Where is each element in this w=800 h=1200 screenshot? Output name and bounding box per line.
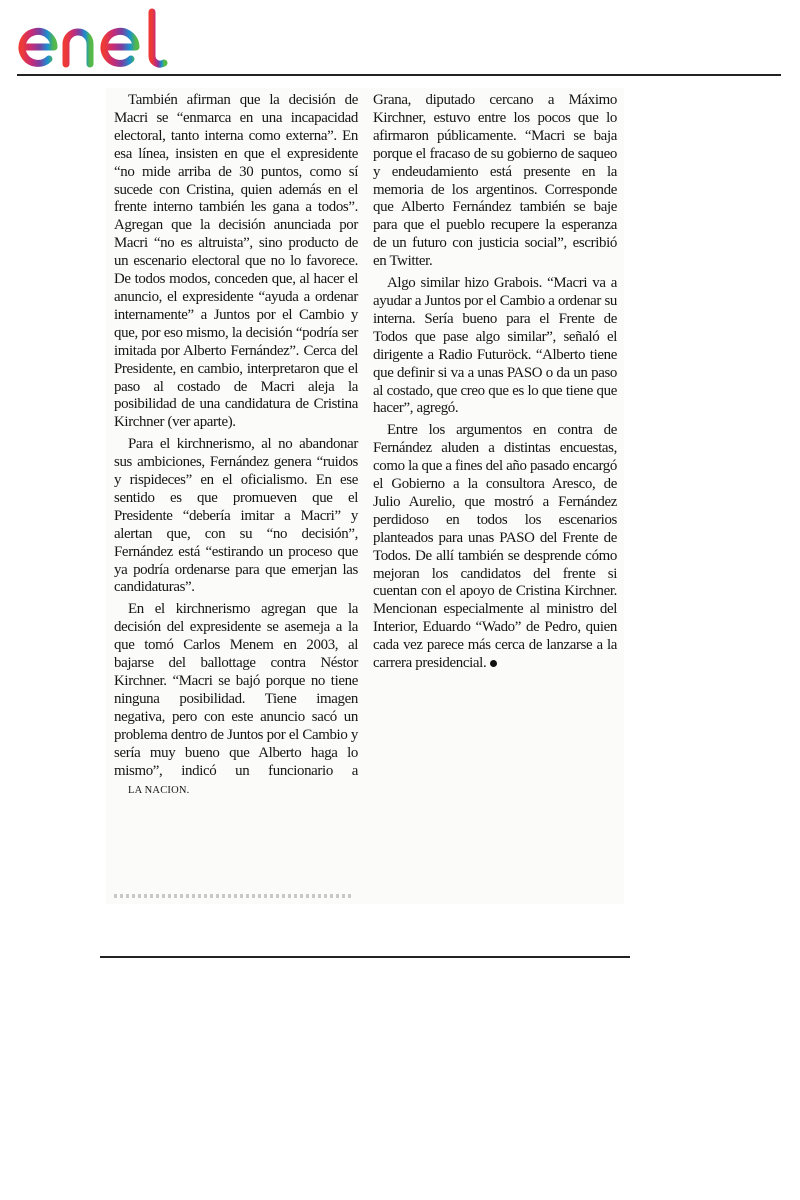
header-divider — [17, 74, 781, 76]
article-paragraph: Algo similar hizo Grabois. “Macri va a ayudar a Juntos por el Cambio a ordenar su interna. Sería bueno para el Frente de Todos que pase algo similar”, señaló el dirigente a Radio Futuröck. “Alberto tiene que definir si va a unas PASO o da un paso al costado, que creo que es lo que tiene que hacer”, agregó. — [373, 275, 617, 417]
article-paragraph — [114, 601, 358, 800]
clipping-bottom-edge — [114, 894, 352, 898]
article-paragraph — [373, 422, 617, 673]
article-column-left — [114, 92, 358, 804]
enel-logo-mark — [16, 6, 186, 68]
article-paragraph: Para el kirchnerismo, al no abandonar sus ambiciones, Fernández genera “ruidos y rispideces” en el oficialismo. En ese sentido es que promueven que el Presidente “debería imitar a Macri” y alertan que, con su “no decisión”, Fernández está “estirando un proceso que ya podría ordenarse para que emerjan las candidaturas”. — [114, 436, 358, 596]
article-paragraph-text: En el kirchnerismo agregan que la decisión del expresidente se asemeja a la que tomó Carlos Menem en 2003, al bajarse del ballottage contra Néstor Kirchner. “Macri se bajó porque no tiene ninguna posibilidad. Tiene imagen negativa, pero con este anuncio sacó un problema dentro de Juntos por el Cambio y sería muy bueno que Alberto haga lo mismo”, indicó un funcionario a — [114, 601, 358, 779]
article-paragraph: También afirman que la decisión de Macri se “enmarca en una incapacidad electoral, tanto interna como externa”. En esa línea, insisten en que el expresidente “no mide arriba de 30 puntos, como sí sucede con Cristina, quien además en el frente interno también les gana a todos”. Agregan que la decisión anunciada por Macri “no es altruista”, sino producto de un escenario electoral que no lo favorece. De todos modos, conceden que, al hacer el anuncio, el expresidente “ayuda a ordenar internamente” a Juntos por el Cambio y que, por eso mismo, la decisión “podría ser imitada por Alberto Fernández”. Cerca del Presidente, en cambio, interpretaron que el paso al costado de Macri aleja la posibilidad de una candidatura de Cristina Kirchner (ver aparte). — [114, 92, 358, 431]
article-column-right — [373, 92, 617, 677]
source-credit: LA NACION. — [128, 785, 190, 797]
article-paragraph: Grana, diputado cercano a Máximo Kirchner, estuvo entre los pocos que lo afirmaron públicamente. “Macri se baja porque el fracaso de su gobierno de saqueo y endeudamiento está presente en la memoria de los argentinos. Corresponde que Alberto Fernández también se baje para que el pueblo recupere la esperanza de un futuro con justicia social”, escribió en Twitter. — [373, 92, 617, 270]
footer-divider — [100, 956, 630, 958]
end-of-article-icon — [490, 660, 497, 667]
enel-logo — [16, 6, 186, 68]
article-paragraph-text: Entre los argumentos en contra de Fernández aluden a distintas encuestas, como la que a fines del año pasado encargó el Gobierno a la consultora Aresco, de Julio Aurelio, que mostró a Fernández perdidoso en todos los escenarios planteados para unas PASO del Frente de Todos. De allí también se desprende cómo mejoran los candidatos del frente si cuentan con el apoyo de Cristina Kirchner. Mencionan especialmente al ministro del Interior, Eduardo “Wado” de Pedro, quien cada vez parece más cerca de lanzarse a la carrera presidencial. — [373, 422, 617, 672]
